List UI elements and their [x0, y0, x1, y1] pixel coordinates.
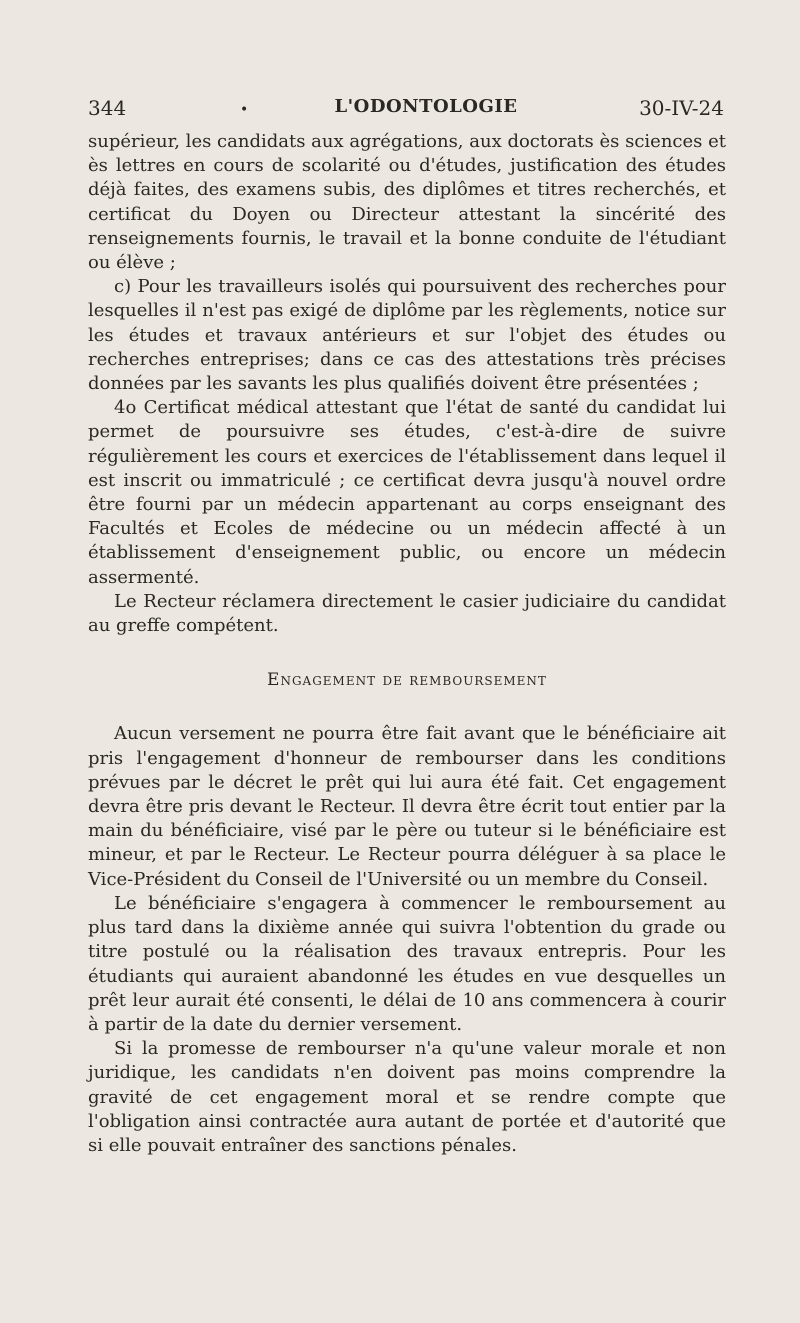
running-header	[88, 96, 724, 126]
paragraph-engagement-3: Si la promesse de rembourser n'a qu'une valeur morale et non juridique, les candidats n'en doivent pas moins comprendre la gravité de cet engagement moral et se rendre compte que l'obligation ainsi contractée aura autant de portée et d'autorité que si elle pouvait entraîner des sanctions pénales.	[88, 1038, 726, 1156]
paragraph-recteur: Le Recteur réclamera directement le casier judiciaire du candidat au greffe compétent.	[88, 590, 726, 637]
paragraph-item-c: c) Pour les travailleurs isolés qui poursuivent des recherches pour lesquelles il n'est pas exigé de diplôme par les règlements, notice sur les études et travaux antérieurs et sur l'objet des études ou recherches entreprises; dans ce cas des attestations très précises données par les savants les plus qualifiés doivent être présentées ;	[88, 276, 726, 395]
running-title: L'ODONTOLOGIE	[334, 96, 518, 117]
paragraph-item-4: 4o Certificat médical attestant que l'état de santé du candidat lui permet de poursuivre ses études, c'est-à-dire de suivre régulièrement les cours et exercices de l'établissement dans lequel il est inscrit ou immatriculé ; ce certificat devra jusqu'à nouvel ordre être fourni par un médecin appartenant au corps enseignant des Facultés et Ecoles de médecine ou un médecin affecté à un établissement d'enseignement public, ou encore un médecin assermenté.	[88, 397, 726, 588]
issue-date: 30-IV-24	[639, 96, 724, 120]
page-number: 344	[88, 96, 127, 120]
page-body	[88, 130, 726, 1158]
paragraph-engagement-1: Aucun versement ne pourra être fait avant que le bénéficiaire ait pris l'engagement d'honneur de rembourser dans les conditions prévues par le décret le prêt qui lui aura été fait. Cet engagement devra être pris devant le Recteur. Il devra être écrit tout entier par la main du bénéficiaire, visé par le père ou tuteur si le bénéficiaire est mineur, et par le Recteur. Le Recteur pourra déléguer à sa place le Vice-Président du Conseil de l'Université ou un membre du Conseil.	[88, 723, 726, 890]
section-title: Engagement de remboursement	[267, 670, 547, 691]
paragraph-continuation: supérieur, les candidats aux agrégations, aux doctorats ès sciences et ès lettres en cours de scolarité ou d'études, justification des études déjà faites, des examens subis, des diplômes et titres recherchés, et certificat du Doyen ou Directeur attestant la sincérité des renseignements fournis, le travail et la bonne conduite de l'étudiant ou élève ;	[88, 131, 726, 274]
paragraph-engagement-2: Le bénéficiaire s'engagera à commencer le remboursement au plus tard dans la dixième année qui suivra l'obtention du grade ou titre postulé ou la réalisation des travaux entrepris. Pour les étudiants qui auraient abandonné les études en vue desquelles un prêt leur aurait été consenti, le délai de 10 ans commencera à courir à partir de la date du dernier versement.	[88, 892, 726, 1035]
header-dot: •	[240, 102, 249, 118]
